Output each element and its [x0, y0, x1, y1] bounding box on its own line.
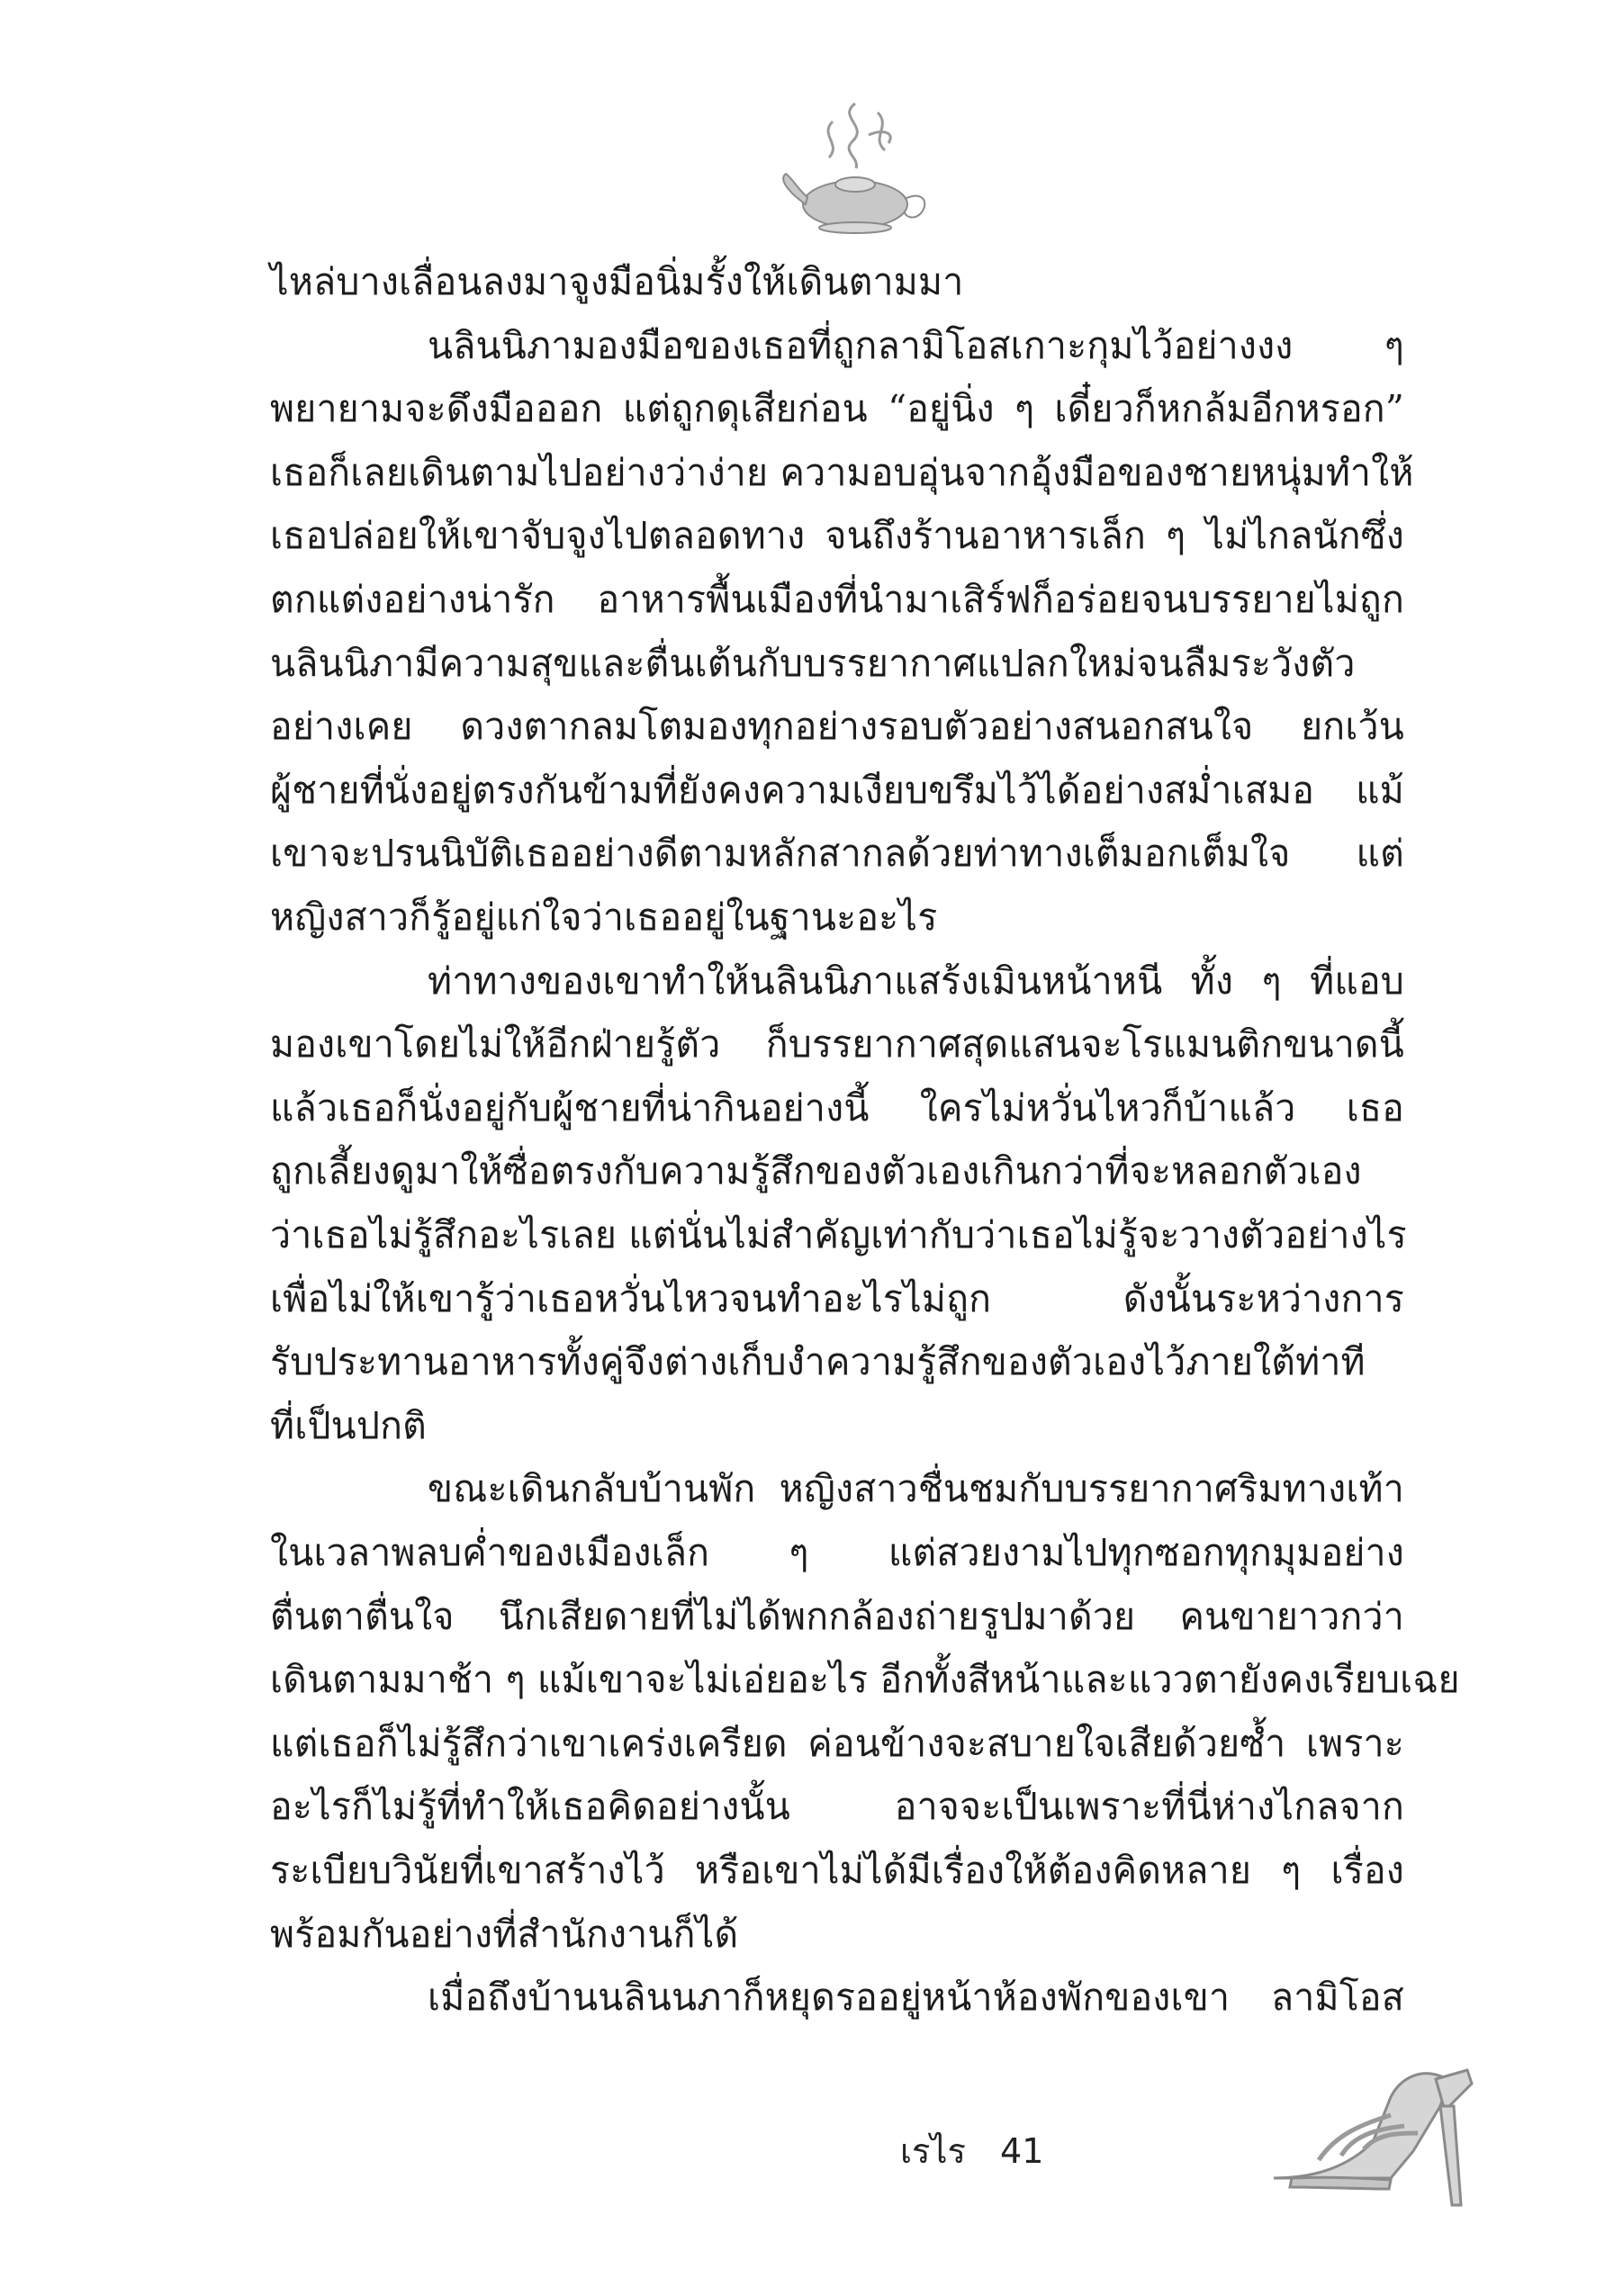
high-heel-shoe-icon	[1256, 2043, 1494, 2223]
text-line: อย่างเคย ดวงตากลมโตมองทุกอย่างรอบตัวอย่างสนอกสนใจ ยกเว้น	[270, 705, 1404, 749]
running-title: เรไร	[900, 2131, 966, 2171]
text-line: ผู้ชายที่นั่งอยู่ตรงกันข้ามที่ยังคงความเงียบขรึมไว้ได้อย่างสม่ำเสมอ แม้	[270, 768, 1404, 812]
page-footer	[900, 2124, 1043, 2178]
text-line: ขณะเดินกลับบ้านพัก หญิงสาวชื่นชมกับบรรยากาศริมทางเท้า	[428, 1467, 1404, 1511]
text-line: รับประทานอาหารทั้งคู่จึงต่างเก็บงำความรู้สึกของตัวเองไว้ภายใต้ท่าที	[270, 1340, 1366, 1384]
text-line: เดินตามมาช้า ๆ แม้เขาจะไม่เอ่ยอะไร อีกทั้งสีหน้าและแววตายังคงเรียบเฉย	[270, 1658, 1460, 1702]
text-line: ไหล่บางเลื่อนลงมาจูงมือนิ่มรั้งให้เดินตามมา	[270, 260, 964, 303]
text-line: เธอก็เลยเดินตามไปอย่างว่าง่าย ความอบอุ่นจากอุ้งมือของชายหนุ่มทำให้	[270, 450, 1414, 494]
text-line: ว่าเธอไม่รู้สึกอะไรเลย แต่นั่นไม่สำคัญเท่ากับว่าเธอไม่รู้จะวางตัวอย่างไร	[270, 1213, 1407, 1256]
text-line: อะไรก็ไม่รู้ที่ทำให้เธอคิดอย่างนั้น อาจจะเป็นเพราะที่นี่ห่างไกลจาก	[270, 1785, 1404, 1829]
text-line: นลินนิภามองมือของเธอที่ถูกลามิโอสเกาะกุมไว้อย่างงง ๆ	[428, 323, 1404, 367]
teapot-ornament-icon	[770, 86, 941, 248]
text-line: หญิงสาวก็รู้อยู่แก่ใจว่าเธออยู่ในฐานะอะไร	[270, 896, 938, 939]
text-line: แล้วเธอก็นั่งอยู่กับผู้ชายที่น่ากินอย่างนี้ ใครไม่หวั่นไหวก็บ้าแล้ว เธอ	[270, 1085, 1404, 1130]
text-line: พยายามจะดึงมือออก แต่ถูกดุเสียก่อน “อยู่นิ่ง ๆ เดี๋ยวก็หกล้มอีกหรอก”	[270, 387, 1404, 431]
text-line: ท่าทางของเขาทำให้นลินนิภาแสร้งเมินหน้าหนี ทั้ง ๆ ที่แอบ	[428, 959, 1404, 1003]
text-line: นลินนิภามีความสุขและตื่นเต้นกับบรรยากาศแปลกใหม่จนลืมระวังตัว	[270, 641, 1356, 685]
text-line: ตกแต่งอย่างน่ารัก อาหารพื้นเมืองที่นำมาเสิร์ฟก็อร่อยจนบรรยายไม่ถูก	[270, 578, 1404, 621]
text-line: เมื่อถึงบ้านนลินนภาก็หยุดรออยู่หน้าห้องพักของเขา ลามิโอส	[428, 1976, 1404, 2020]
text-line: ตื่นตาตื่นใจ นึกเสียดายที่ไม่ได้พกกล้องถ่ายรูปมาด้วย คนขายาวกว่า	[270, 1594, 1404, 1638]
text-line: เธอปล่อยให้เขาจับจูงไปตลอดทาง จนถึงร้านอาหารเล็ก ๆ ไม่ไกลนักซึ่ง	[270, 514, 1404, 558]
text-line: ถูกเลี้ยงดูมาให้ซื่อตรงกับความรู้สึกของตัวเองเกินกว่าที่จะหลอกตัวเอง	[270, 1149, 1362, 1193]
text-line: ระเบียบวินัยที่เขาสร้างไว้ หรือเขาไม่ได้มีเรื่องให้ต้องคิดหลาย ๆ เรื่อง	[270, 1849, 1404, 1892]
text-line: พร้อมกันอย่างที่สำนักงานก็ได้	[270, 1912, 739, 1956]
text-line: แต่เธอก็ไม่รู้สึกว่าเขาเคร่งเครียด ค่อนข้างจะสบายใจเสียด้วยซ้ำ เพราะ	[270, 1721, 1404, 1765]
text-line: ในเวลาพลบค่ำของเมืองเล็ก ๆ แต่สวยงามไปทุกซอกทุกมุมอย่าง	[270, 1531, 1404, 1574]
text-line: เพื่อไม่ให้เขารู้ว่าเธอหวั่นไหวจนทำอะไรไม่ถูก ดังนั้นระหว่างการ	[270, 1276, 1404, 1320]
text-line: ที่เป็นปกติ	[270, 1403, 427, 1447]
text-line: เขาจะปรนนิบัติเธออย่างดีตามหลักสากลด้วยท่าทางเต็มอกเต็มใจ แต่	[270, 832, 1404, 876]
text-line: มองเขาโดยไม่ให้อีกฝ่ายรู้ตัว ก็บรรยากาศสุดแสนจะโรแมนติกขนาดนี้	[270, 1022, 1404, 1067]
page-number: 41	[1000, 2131, 1044, 2171]
